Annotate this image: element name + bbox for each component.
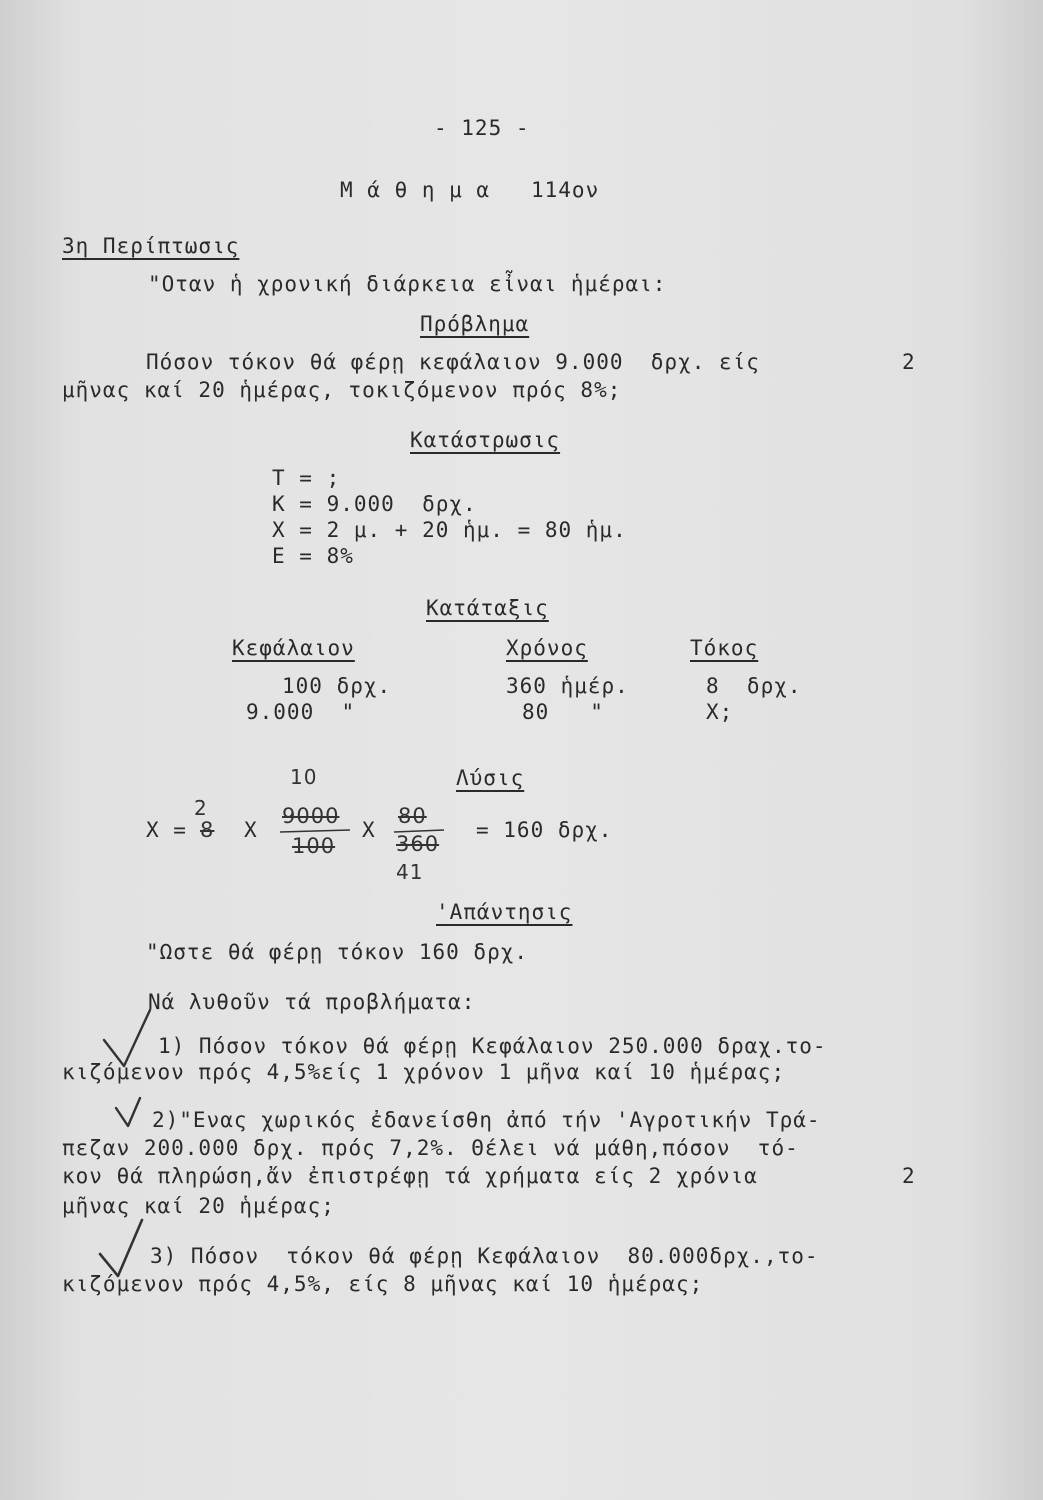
problem-line-1-end: 2 (902, 350, 916, 374)
arrangement-heading: Κατάταξις (426, 596, 549, 620)
lesson-title: Μ ά θ η μ α 114ον (340, 178, 600, 202)
problem-line-2: μῆνας καί 20 ἡμέρας, τοκιζόμενον πρός 8%; (62, 378, 622, 402)
problem-heading: Πρόβλημα (420, 312, 530, 336)
exercise-3-line-1: 3) Πόσον τόκον θά φέρῃ Κεφάλαιον 80.000δρχ.,το- (150, 1244, 819, 1268)
page-number: - 125 - (434, 116, 530, 140)
setup-row: X = 2 μ. + 20 ἡμ. = 80 ἡμ. (272, 518, 627, 542)
exercise-3-line-2: κιζόμενον πρός 4,5%, είς 8 μῆνας καί 10 ἡμέρας; (62, 1272, 704, 1296)
answer-text: "Ωστε θά φέρῃ τόκον 160 δρχ. (146, 940, 529, 964)
exercise-2-line-3-end: 2 (902, 1164, 916, 1188)
exercises-intro: Νά λυθοῦν τά προβλήματα: (148, 990, 476, 1014)
exercise-2-line-1: 2)"Ενας χωρικός ἐδανείσθη ἀπό τήν 'Αγροτικήν Τρά- (152, 1108, 821, 1132)
setup-row: T = ; (272, 466, 341, 490)
check-mark-icon (100, 1220, 142, 1276)
frac2-reduced: 41 (396, 860, 424, 884)
exercise-2-line-4: μῆνας καί 20 ἡμέρας; (62, 1194, 335, 1218)
frac2-numerator: 80 (398, 804, 427, 828)
frac1-numerator: 9000 (282, 804, 340, 828)
problem-line-1: Πόσον τόκον θά φέρῃ κεφάλαιον 9.000 δρχ. είς (146, 350, 760, 374)
times-sign: X (362, 818, 376, 842)
term1-crossed: 8 (200, 818, 215, 842)
check-mark-icon (104, 1010, 150, 1066)
check-mark-icon (116, 1098, 140, 1126)
exercise-1-line-2: κιζόμενον πρός 4,5%είς 1 χρόνον 1 μῆνα καί 10 ἡμέρας; (62, 1060, 786, 1084)
exercise-2-line-2: πεζαν 200.000 δρχ. πρός 7,2%. Θέλει νά μάθη,πόσον τό- (62, 1136, 799, 1160)
case-heading: 3η Περίπτωσις (62, 234, 240, 258)
table-cell: 100 δρχ. (282, 674, 392, 698)
answer-heading: 'Απάντησις (436, 900, 573, 924)
table-cell: 360 ἡμέρ. (506, 674, 629, 698)
frac1-denominator: 100 (292, 834, 336, 858)
formula-result: = 160 δρχ. (476, 818, 613, 842)
term1-reduced: 2 (194, 796, 208, 820)
frac2-denominator: 360 (396, 832, 440, 856)
exercise-2-line-3: κον θά πληρώση,ἄν ἐπιστρέφῃ τά χρήματα είς 2 χρόνια (62, 1164, 758, 1188)
table-cell: 8 δρχ. (706, 674, 802, 698)
column-header-time: Χρόνος (506, 636, 588, 660)
table-cell: 80 " (522, 700, 604, 724)
column-header-capital: Κεφάλαιον (232, 636, 355, 660)
fraction-bar (280, 830, 350, 832)
times-sign: X (244, 818, 258, 842)
frac1-reduced: 10 (290, 765, 318, 789)
column-header-interest: Τόκος (690, 636, 759, 660)
exercise-1-line-1: 1) Πόσον τόκον θά φέρῃ Κεφάλαιον 250.000 δραχ.το- (158, 1034, 827, 1058)
solution-heading: Λύσις (456, 766, 525, 790)
table-cell: X; (706, 700, 734, 724)
setup-row: K = 9.000 δρχ. (272, 492, 477, 516)
setup-heading: Κατάστρωσις (410, 428, 561, 452)
fraction-bar (394, 830, 444, 832)
intro-text: "Οταν ἡ χρονική διάρκεια εἶναι ἡμέραι: (148, 272, 667, 296)
table-cell: 9.000 " (246, 700, 356, 724)
setup-row: E = 8% (272, 544, 354, 568)
formula-start: X = (146, 818, 187, 842)
